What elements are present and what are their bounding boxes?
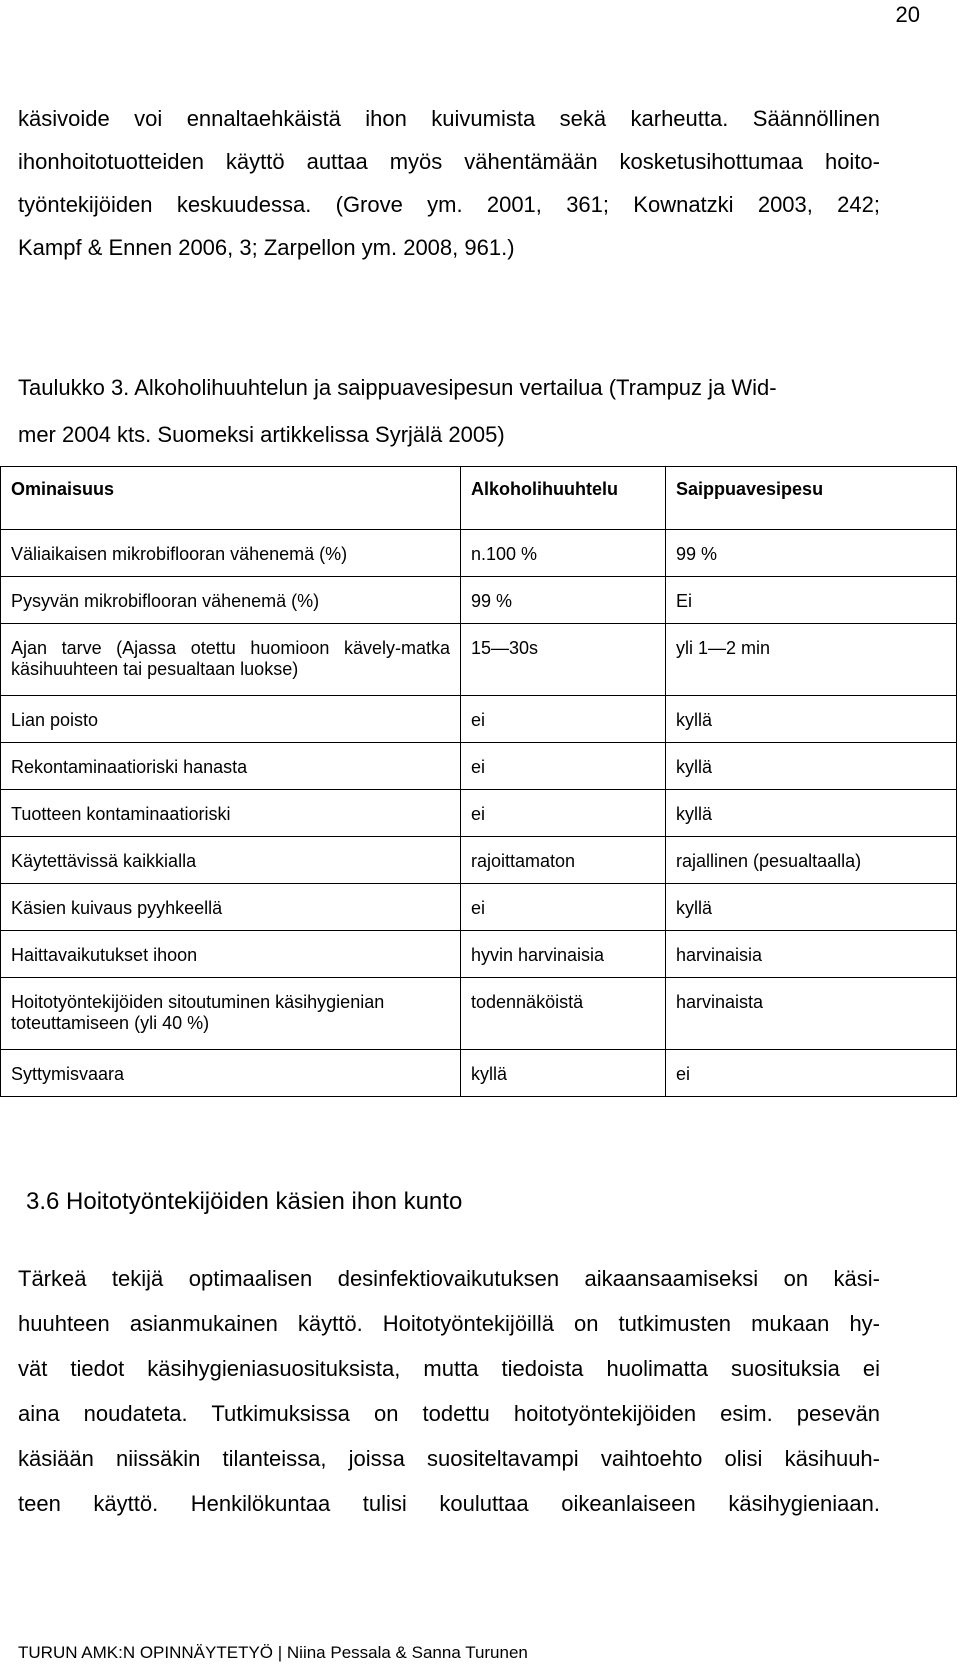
table-cell: harvinaisia [666, 931, 957, 978]
body-line: teen käyttö. Henkilökuntaa tulisi kouluttaa oikeanlaiseen käsihygieniaan. [18, 1491, 880, 1516]
table-row [1, 696, 957, 743]
table-row [1, 790, 957, 837]
table-cell: ei [461, 790, 666, 837]
table-row [1, 530, 957, 577]
footer: TURUN AMK:N OPINNÄYTETYÖ | Niina Pessala & Sanna Turunen [18, 1643, 528, 1662]
body-line: käsiään niissäkin tilanteissa, joissa suositeltavampi vaihtoehto olisi käsihuuh- [18, 1446, 880, 1471]
intro-line: työntekijöiden keskuudessa. (Grove ym. 2001, 361; Kownatzki 2003, 242; [18, 192, 880, 217]
body-line: huuhteen asianmukainen käyttö. Hoitotyöntekijöillä on tutkimusten mukaan hy- [18, 1311, 880, 1336]
table-cell: hyvin harvinaisia [461, 931, 666, 978]
table-cell: rajallinen (pesualtaalla) [666, 837, 957, 884]
table-cell: Ei [666, 577, 957, 624]
table-cell: Haittavaikutukset ihoon [1, 931, 461, 978]
table-header-row [1, 467, 957, 530]
header-cell: Alkoholihuuhtelu [461, 467, 666, 530]
caption-line: Taulukko 3. Alkoholihuuhtelun ja saippuavesipesun vertailua (Trampuz ja Wid- [18, 375, 777, 400]
table-cell: Rekontaminaatioriski hanasta [1, 743, 461, 790]
table-cell: Hoitotyöntekijöiden sitoutuminen käsihygienian toteuttamiseen (yli 40 %) [1, 978, 461, 1050]
body-line: Tärkeä tekijä optimaalisen desinfektiovaikutuksen aikaansaamiseksi on käsi- [18, 1266, 880, 1291]
table-cell: kyllä [666, 790, 957, 837]
table-cell: Väliaikaisen mikrobiflooran vähenemä (%) [1, 530, 461, 577]
table-cell: Ajan tarve (Ajassa otettu huomioon kävely-matka käsihuuhteen tai pesualtaan luokse) [1, 624, 461, 696]
table-cell: Käytettävissä kaikkialla [1, 837, 461, 884]
table-cell: 99 % [666, 530, 957, 577]
table-cell: kyllä [461, 1050, 666, 1097]
table-cell: Käsien kuivaus pyyhkeellä [1, 884, 461, 931]
table-cell: todennäköistä [461, 978, 666, 1050]
table-cell: ei [461, 696, 666, 743]
table-cell: 99 % [461, 577, 666, 624]
table-row [1, 884, 957, 931]
table-cell: kyllä [666, 743, 957, 790]
table-row [1, 1050, 957, 1097]
header-cell: Ominaisuus [1, 467, 461, 530]
table-row [1, 978, 957, 1050]
caption-line: mer 2004 kts. Suomeksi artikkelissa Syrjälä 2005) [18, 422, 505, 447]
body-line: aina noudateta. Tutkimuksissa on todettu hoitotyöntekijöiden esim. pesevän [18, 1401, 880, 1426]
table-cell: ei [461, 884, 666, 931]
table-cell: Lian poisto [1, 696, 461, 743]
table-row [1, 837, 957, 884]
table-cell: Tuotteen kontaminaatioriski [1, 790, 461, 837]
body-line: vät tiedot käsihygieniasuosituksista, mutta tiedoista huolimatta suosituksia ei [18, 1356, 880, 1381]
comparison-table [0, 466, 957, 1097]
table-cell: rajoittamaton [461, 837, 666, 884]
table-cell: 15—30s [461, 624, 666, 696]
table-cell: kyllä [666, 696, 957, 743]
table-cell: kyllä [666, 884, 957, 931]
section-heading: 3.6 Hoitotyöntekijöiden käsien ihon kunto [26, 1188, 463, 1215]
table-row [1, 743, 957, 790]
intro-line: käsivoide voi ennaltaehkäistä ihon kuivumista sekä karheutta. Säännöllinen [18, 106, 880, 131]
intro-line: Kampf & Ennen 2006, 3; Zarpellon ym. 2008, 961.) [18, 235, 515, 260]
table-cell: ei [666, 1050, 957, 1097]
table-row [1, 931, 957, 978]
header-cell: Saippuavesipesu [666, 467, 957, 530]
table-cell: yli 1—2 min [666, 624, 957, 696]
table-cell: Syttymisvaara [1, 1050, 461, 1097]
table-cell: ei [461, 743, 666, 790]
table-cell: Pysyvän mikrobiflooran vähenemä (%) [1, 577, 461, 624]
table-row [1, 577, 957, 624]
table-cell: harvinaista [666, 978, 957, 1050]
table-row [1, 624, 957, 696]
intro-line: ihonhoitotuotteiden käyttö auttaa myös vähentämään kosketusihottumaa hoito- [18, 149, 880, 174]
table-cell: n.100 % [461, 530, 666, 577]
page-number: 20 [895, 2, 920, 27]
